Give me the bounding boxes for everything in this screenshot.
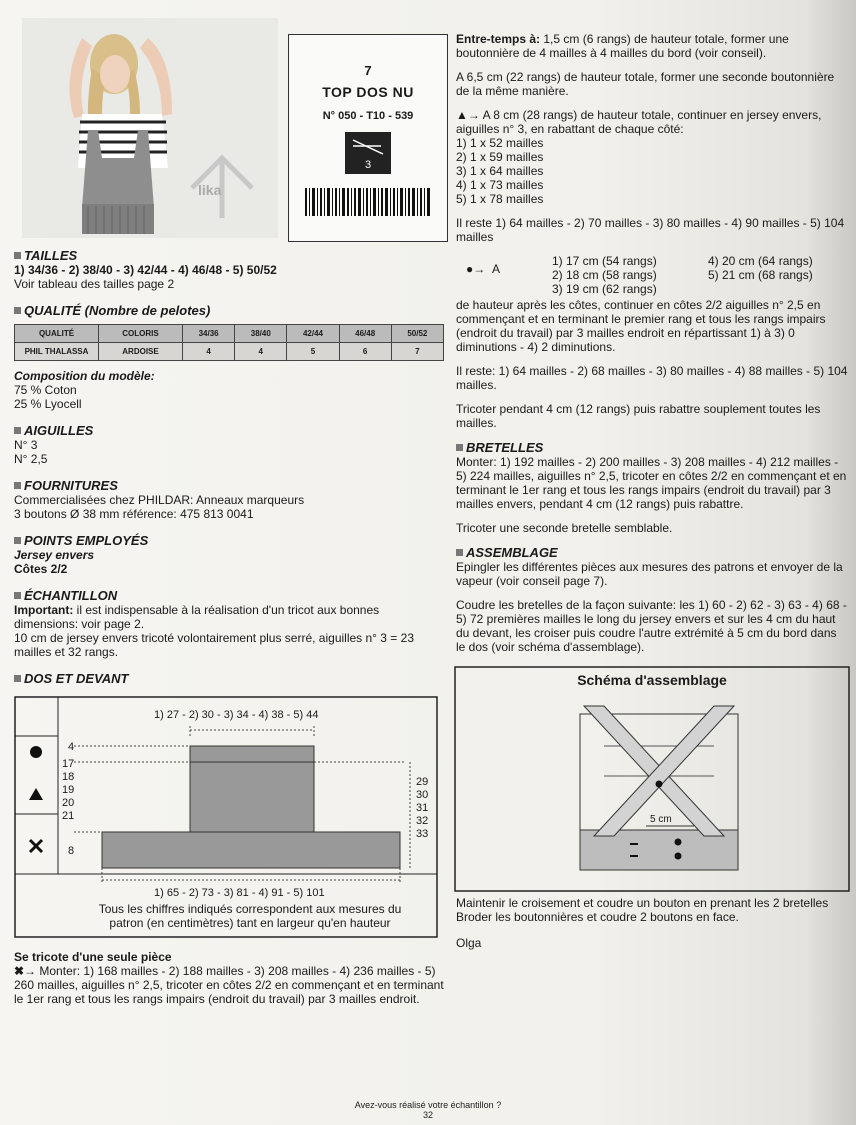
piece-heading: Se tricote d'une seule pièce [14, 950, 172, 964]
circle-icon: ●→ [466, 262, 486, 276]
left-mid-values [62, 758, 74, 823]
square-bullet-icon [14, 307, 21, 314]
jersey-paragraph: ▲→ A 8 cm (28 rangs) de hauteur totale, continuer en jersey envers, aiguilles n° 3, en rabattant de chaque côté: [456, 108, 822, 136]
triangle-icon: ▲→ [456, 108, 483, 122]
table-header-cell: 34/36 [183, 325, 235, 343]
square-bullet-icon [14, 482, 21, 489]
assemblage-paragraph: Epingler les différentes pièces aux mesures des patrons et envoyer de la vapeur (voir conseil page 7). [456, 560, 843, 588]
final-paragraph-1: Maintenir le croisement et coudre un bouton en prenant les 2 bretelles [456, 896, 829, 910]
photo-watermark: lika [198, 182, 222, 198]
button-icon [656, 781, 663, 788]
left-mid-value: 18 [62, 771, 75, 783]
square-bullet-icon [14, 427, 21, 434]
fournitures-line: Commercialisées chez PHILDAR: Anneaux marqueurs [14, 493, 305, 507]
fournitures-heading: FOURNITURES [14, 478, 444, 493]
footer-question: Avez-vous réalisé votre échantillon ? [354, 1100, 502, 1110]
bottom-width-label: 1) 65 - 2) 73 - 3) 81 - 4) 91 - 5) 101 [154, 887, 325, 899]
square-bullet-icon [456, 549, 463, 556]
cross-icon: ✖→ [14, 964, 40, 978]
point-cotes: Côtes 2/2 [14, 562, 68, 576]
pattern-title: TOP DOS NU [322, 84, 414, 100]
model-illustration [22, 18, 278, 238]
reste2-paragraph: Il reste: 1) 64 mailles - 2) 68 mailles - 3) 80 mailles - 4) 88 mailles - 5) 104 mailles. [456, 364, 848, 392]
final-paragraph-2: Broder les boutonnières et coudre 2 boutons en face. [456, 910, 739, 924]
right-column [456, 32, 848, 950]
dos-devant-heading: DOS ET DEVANT [14, 671, 444, 686]
a-block: ●→ A 1) 17 cm (54 rangs) 2) 18 cm (58 rangs) 3) 19 cm (62 rangs) 4) 20 cm (64 rangs) 5) 21 cm (68 rangs) [466, 254, 813, 296]
aiguilles-line: N° 3 [14, 438, 38, 452]
button-icon [675, 853, 682, 860]
right-value: 33 [416, 828, 429, 840]
seconde-boutonniere-paragraph: A 6,5 cm (22 rangs) de hauteur totale, former une seconde boutonnière de la même manière. [456, 70, 835, 98]
model-photo [22, 18, 278, 238]
point-jersey: Jersey envers [14, 548, 95, 562]
a-item: 1) 17 cm (54 rangs) [552, 254, 657, 268]
left-bot-value: 8 [68, 845, 75, 857]
bretelles-heading: BRETELLES [456, 440, 848, 455]
rabattre-list [456, 136, 848, 206]
table-header-cell: QUALITÉ [15, 325, 99, 343]
left-mid-value: 19 [62, 784, 75, 796]
table-cell: ARDOISE [99, 343, 183, 361]
points-heading: POINTS EMPLOYÉS [14, 533, 444, 548]
left-mid-value: 17 [62, 758, 75, 770]
tailles-heading: TAILLES [14, 248, 444, 263]
measurement-diagram [14, 696, 438, 938]
a-item: 3) 19 cm (62 rangs) [552, 282, 657, 296]
square-bullet-icon [456, 444, 463, 451]
table-header-cell: 42/44 [287, 325, 339, 343]
bretelles-paragraph: Monter: 1) 192 mailles - 2) 200 mailles - 3) 208 mailles - 4) 212 mailles - 5) 224 mailles, aiguilles n° 2,5, tricoter en côtes 2/2 en commençant et en terminant le 1er rang et tous les rangs impairs (endroit du travail) par 3 mailles envers, pendant 4 cm (12 rangs) puis rabattre. [456, 455, 847, 511]
barcode-icon [303, 188, 433, 216]
a-item: 2) 18 cm (58 rangs) [552, 268, 657, 282]
left-mid-value: 21 [62, 810, 75, 822]
assemblage2-paragraph: Coudre les bretelles de la façon suivante: les 1) 60 - 2) 62 - 3) 63 - 4) 68 - 5) 72 premières mailles le long du jersey envers et sur les 4 cm du haut du devant, les croiser puis coudre l'autre extrémité à 5 cm du bord dans le dos (voir schéma d'assemblage). [456, 598, 847, 654]
cotes-paragraph: de hauteur après les côtes, continuer en côtes 2/2 aiguilles n° 2,5 en commençant et en terminant le premier rang et tous les rangs impairs (endroit du travail) par 3 mailles endroit en répartissant 1) à 3) 0 diminutions - 4) 2 diminutions. [456, 298, 826, 354]
list-item: 2) 1 x 59 mailles [456, 150, 544, 164]
echantillon-important: Important: il est indispensable à la réalisation d'un tricot aux bonnes dimensions: voir page 2. [14, 603, 380, 631]
composition-heading: Composition du modèle: [14, 369, 155, 383]
left-column [14, 248, 444, 1006]
table-header-row [15, 325, 444, 343]
list-item: 1) 1 x 52 mailles [456, 136, 544, 150]
difficulty-level [345, 132, 391, 174]
piece-text: ✖→ Monter: 1) 168 mailles - 2) 188 mailles - 3) 208 mailles - 4) 236 mailles - 5) 260 mailles, aiguilles n° 2,5, tricoter en côtes 2/2 en commençant et en terminant le 1er rang et tous les rangs impairs (endroit du travail) par 3 mailles endroit. [14, 964, 444, 1006]
table-cell: 6 [339, 343, 391, 361]
echantillon-heading: ÉCHANTILLON [14, 588, 444, 603]
schema-dimension: 5 cm [650, 814, 672, 825]
table-header-cell: 38/40 [235, 325, 287, 343]
a-item: 4) 20 cm (64 rangs) [708, 254, 813, 268]
page-number: 32 [422, 1110, 433, 1120]
cross-icon [30, 840, 42, 852]
table-cell: 7 [391, 343, 443, 361]
page-footer [0, 1100, 856, 1120]
square-bullet-icon [14, 252, 21, 259]
list-item: 3) 1 x 64 mailles [456, 164, 544, 178]
table-cell: 5 [287, 343, 339, 361]
rabattre-paragraph: Tricoter pendant 4 cm (12 rangs) puis rabattre souplement toutes les mailles. [456, 402, 821, 430]
square-bullet-icon [14, 675, 21, 682]
triangle-icon [29, 788, 43, 800]
assemblage-heading: ASSEMBLAGE [456, 545, 848, 560]
a-item: 5) 21 cm (68 rangs) [708, 268, 813, 282]
top-width-label: 1) 27 - 2) 30 - 3) 34 - 4) 38 - 5) 44 [154, 709, 319, 721]
qualite-heading: QUALITÉ (Nombre de pelotes) [14, 303, 444, 318]
composition-line: 75 % Coton [14, 383, 77, 397]
aiguilles-line: N° 2,5 [14, 452, 48, 466]
schema-title: Schéma d'assemblage [577, 672, 727, 688]
square-bullet-icon [14, 592, 21, 599]
square-bullet-icon [14, 537, 21, 544]
assembly-schema [454, 666, 850, 892]
difficulty-number: 3 [364, 159, 372, 171]
table-header-cell: COLORIS [99, 325, 183, 343]
table-cell: 4 [183, 343, 235, 361]
quality-table [14, 324, 444, 361]
pattern-reference: N° 050 - T10 - 539 [322, 110, 414, 122]
entre-temps-paragraph: Entre-temps à: 1,5 cm (6 rangs) de hauteur totale, former une boutonnière de 4 mailles à 4 mailles du bord (voir conseil). [456, 32, 789, 60]
table-header-cell: 50/52 [391, 325, 443, 343]
diagram-caption: Tous les chiffres indiqués correspondent aux mesures du patron (en centimètres) tant en largeur qu'en hauteur [98, 902, 402, 930]
left-top-value: 4 [68, 741, 75, 753]
button-icon [675, 839, 682, 846]
table-cell: 4 [235, 343, 287, 361]
right-value: 30 [416, 789, 429, 801]
circle-icon [30, 746, 42, 758]
right-value: 31 [416, 802, 429, 814]
echantillon-gauge: 10 cm de jersey envers tricoté volontairement plus serré, aiguilles n° 3 = 23 mailles et 32 rangs. [14, 631, 414, 659]
author-name: Olga [456, 936, 482, 950]
list-item: 4) 1 x 73 mailles [456, 178, 544, 192]
assembly-illustration [454, 666, 850, 892]
right-value: 32 [416, 815, 429, 827]
left-mid-value: 20 [62, 797, 75, 809]
fournitures-line: 3 boutons Ø 38 mm référence: 475 813 0041 [14, 507, 254, 521]
table-cell: PHIL THALASSA [15, 343, 99, 361]
table-row [15, 343, 444, 361]
pattern-number: 7 [364, 63, 372, 78]
bretelles2-paragraph: Tricoter une seconde bretelle semblable. [456, 521, 673, 535]
table-header-cell: 46/48 [339, 325, 391, 343]
pattern-card [288, 34, 448, 242]
aiguilles-heading: AIGUILLES [14, 423, 444, 438]
composition-line: 25 % Lyocell [14, 397, 82, 411]
tailles-note: Voir tableau des tailles page 2 [14, 277, 175, 291]
reste-paragraph: Il reste 1) 64 mailles - 2) 70 mailles - 3) 80 mailles - 4) 90 mailles - 5) 104 mailles [456, 216, 845, 244]
right-values [416, 776, 428, 841]
tailles-sizes: 1) 34/36 - 2) 38/40 - 3) 42/44 - 4) 46/48 - 5) 50/52 [14, 263, 277, 277]
list-item: 5) 1 x 78 mailles [456, 192, 544, 206]
right-value: 29 [416, 776, 429, 788]
